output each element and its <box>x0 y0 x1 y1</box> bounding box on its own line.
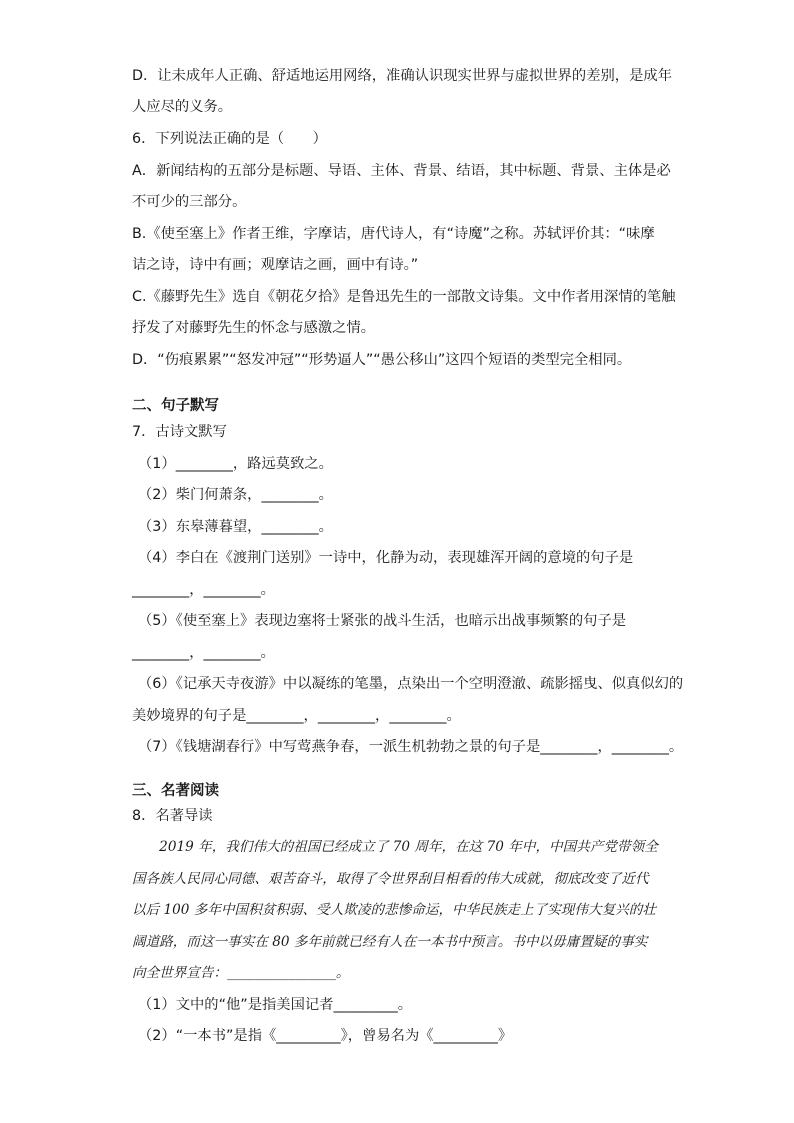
dictation-item-7: （7）《钱塘湖春行》中写莺燕争春，一派生机勃勃之景的句子是________，________。 <box>138 739 684 755</box>
option-a-line-2: 不可少的三部分。 <box>132 194 247 210</box>
question-8-title: 8．名著导读 <box>132 808 213 824</box>
option-d2-line: D．“伤痕累累”“怒发冲冠”“形势逼人”“愚公移山”这四个短语的类型完全相同。 <box>132 352 632 368</box>
dictation-item-6-line-1: （6）《记承天寺夜游》中以凝练的笔墨，点染出一个空明澄澈、疏影摇曳、似真似幻的 <box>138 676 684 692</box>
dictation-item-6-line-2: 美妙境界的句子是________，________，________。 <box>132 708 461 724</box>
passage-line-4: 阔道路，而这一事实在 80 多年前就已经有人在一本书中预言。书中以毋庸置疑的事实 <box>132 934 648 950</box>
dictation-item-2: （2）柴门何萧条，________。 <box>138 487 333 503</box>
dictation-item-4-line-1: （4）李白在《渡荆门送别》一诗中，化静为动，表现雄浑开阔的意境的句子是 <box>138 550 634 566</box>
question-7-title: 7．古诗文默写 <box>132 424 227 440</box>
dictation-item-3: （3）东皋薄暮望，________。 <box>138 519 333 535</box>
dictation-item-4-line-2: ________，________。 <box>132 582 275 598</box>
passage-line-3: 以后 100 多年中国积贫积弱、受人欺凌的悲惨命运，中华民族走上了实现伟大复兴的壮 <box>132 902 656 918</box>
option-d-line-2: 人应尽的义务。 <box>132 99 233 115</box>
passage-line-1: 2019 年，我们伟大的祖国已经成立了 70 周年，在这 70 年中，中国共产党带领全 <box>132 839 658 855</box>
option-c-line-1: C.《藤野先生》选自《朝花夕拾》是鲁迅先生的一部散文诗集。文中作者用深情的笔触 <box>132 289 676 305</box>
option-b-line-2: 诘之诗，诗中有画；观摩诘之画，画中有诗。” <box>132 257 419 273</box>
passage-line-2: 国各族人民同心同德、艰苦奋斗，取得了令世界刮目相看的伟大成就，彻底改变了近代 <box>132 871 649 887</box>
section-2-heading: 二、句子默写 <box>132 398 219 414</box>
option-b-line-1: B.《使至塞上》作者王维，字摩诘，唐代诗人，有“诗魔”之称。苏轼评价其：“味摩 <box>132 226 655 242</box>
section-3-heading: 三、名著阅读 <box>132 783 219 799</box>
option-c-line-2: 抒发了对藤野先生的怀念与感激之情。 <box>132 320 376 336</box>
dictation-item-5-line-2: ________，________。 <box>132 645 275 661</box>
dictation-item-5-line-1: （5）《使至塞上》表现边塞将士紧张的战斗生活，也暗示出战事频繁的句子是 <box>138 613 627 629</box>
question-6-stem: 6．下列说法正确的是（ ） <box>132 131 327 147</box>
option-d-line-1: D．让未成年人正确、舒适地运用网络，准确认识现实世界与虚拟世界的差别，是成年 <box>132 68 672 84</box>
passage-line-5: 向全世界宣告：________________。 <box>132 965 350 981</box>
question-8-sub-1: （1）文中的“他”是指美国记者_________。 <box>138 997 413 1013</box>
option-a-line-1: A．新闻结构的五部分是标题、导语、主体、背景、结语，其中标题、背景、主体是必 <box>132 163 671 179</box>
question-8-sub-2: （2）“一本书”是指《_________》，曾易名为《_________》 <box>138 1028 513 1044</box>
dictation-item-1: （1）________，路远莫致之。 <box>138 456 333 472</box>
